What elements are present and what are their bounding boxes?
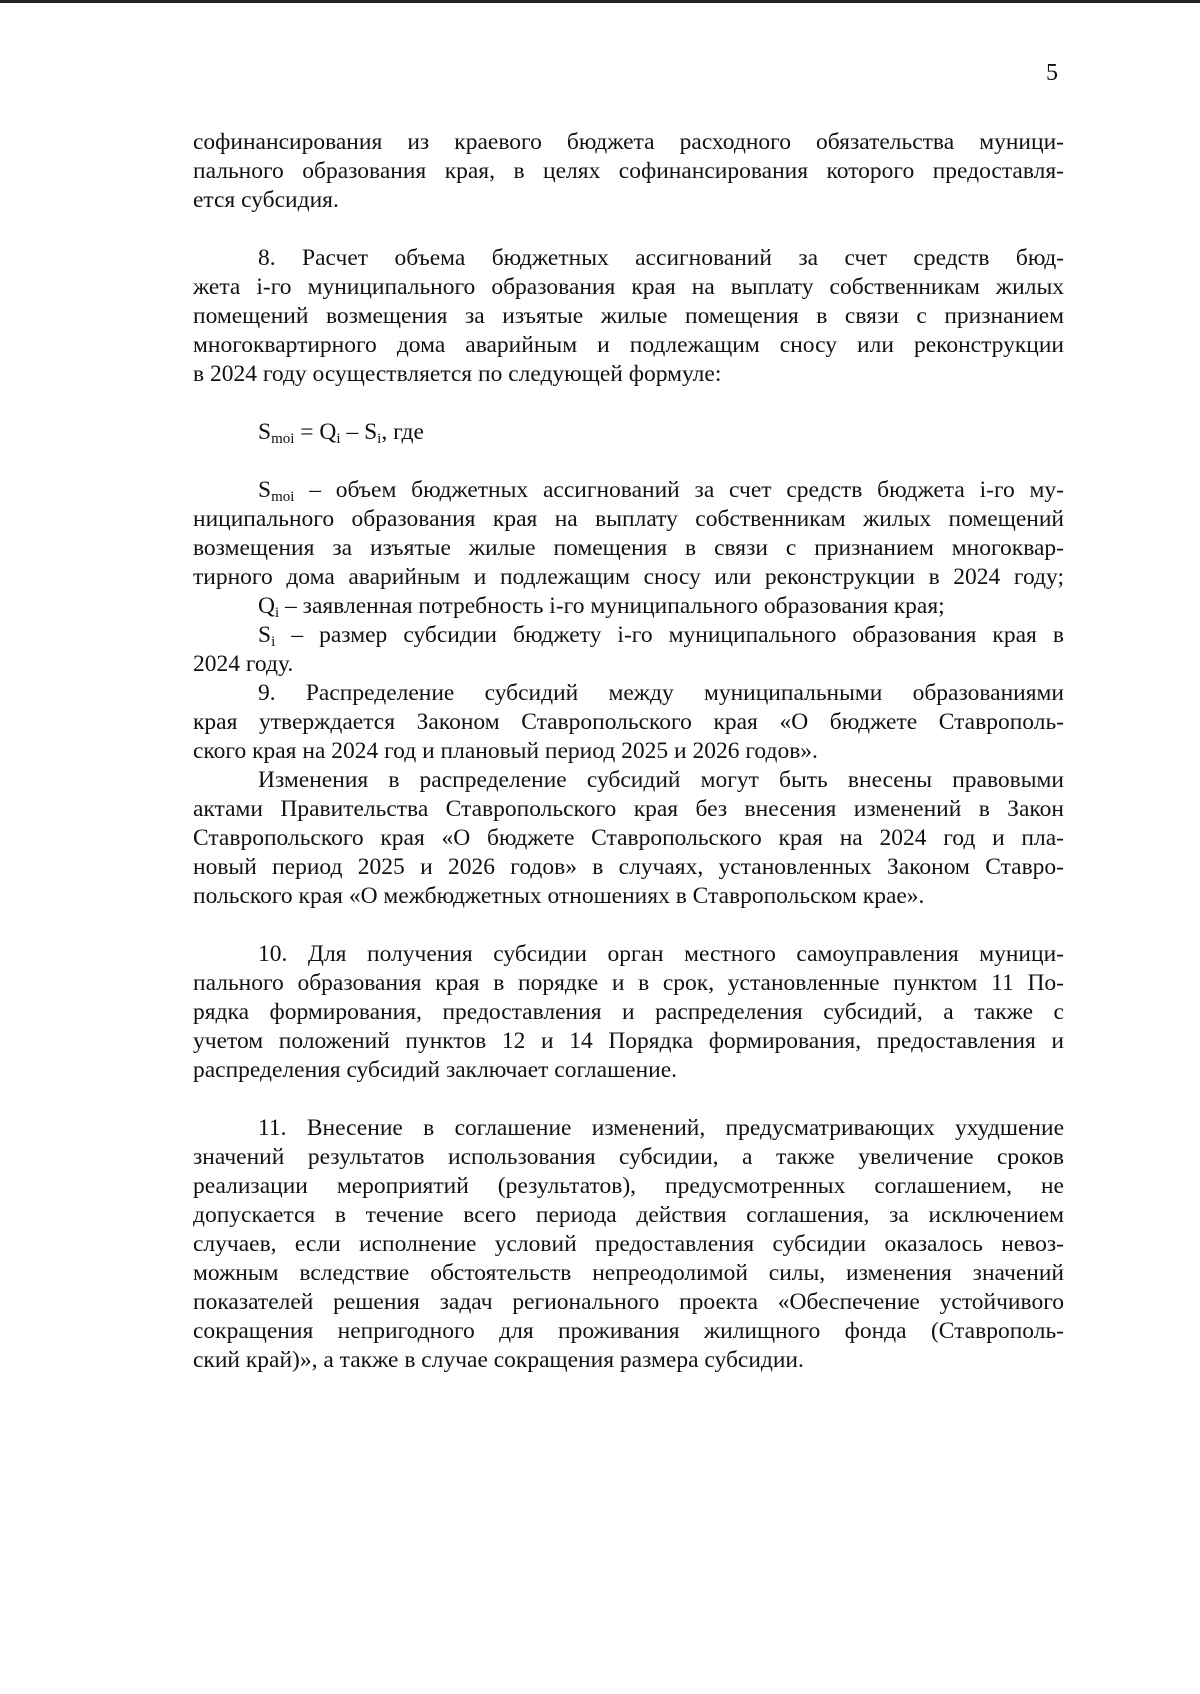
- text-segment: учетом положений пунктов 12 и 14 Порядка формирования, предоставления и: [193, 1028, 1064, 1054]
- text-line: [193, 331, 1064, 360]
- text-line: [193, 592, 1064, 621]
- text-line: [193, 244, 1064, 273]
- paragraph: [193, 766, 1064, 911]
- text-line: [193, 1288, 1064, 1317]
- text-segment: значений результатов использования субсидии, а также увеличение сроков: [193, 1144, 1064, 1170]
- subscript: moi: [271, 431, 295, 447]
- text-segment: Ставропольского края «О бюджете Ставропольского края на 2024 год и пла-: [193, 825, 1064, 851]
- text-line: [193, 621, 1064, 650]
- text-line: [193, 1317, 1064, 1346]
- text-segment: многоквартирного дома аварийным и подлежащим сносу или реконструкции: [193, 332, 1064, 358]
- text-line: [193, 1201, 1064, 1230]
- text-segment: в 2024 году осуществляется по следующей формуле:: [193, 361, 722, 387]
- paragraph: [193, 418, 1064, 447]
- paragraph: [193, 128, 1064, 215]
- text-segment: S: [258, 419, 272, 445]
- text-line: [193, 650, 1064, 679]
- text-segment: софинансирования из краевого бюджета расходного обязательства муници-: [193, 129, 1064, 155]
- paragraph: [193, 244, 1064, 389]
- text-segment: Изменения в распределение субсидий могут быть внесены правовыми: [258, 767, 1064, 793]
- text-line: [193, 940, 1064, 969]
- paragraph: [193, 679, 1064, 766]
- text-line: [193, 853, 1064, 882]
- text-line: [193, 534, 1064, 563]
- text-segment: ского края на 2024 год и плановый период 2025 и 2026 годов».: [193, 738, 818, 764]
- text-segment: показателей решения задач регионального проекта «Обеспечение устойчивого: [193, 1289, 1064, 1315]
- text-segment: жета i-го муниципального образования края на выплату собственникам жилых: [193, 274, 1064, 300]
- text-segment: сокращения непригодного для проживания жилищного фонда (Ставрополь-: [193, 1318, 1064, 1344]
- text-segment: случаев, если исполнение условий предоставления субсидии оказалось невоз-: [193, 1231, 1064, 1257]
- text-segment: – S: [340, 419, 378, 445]
- text-segment: ется субсидия.: [193, 187, 339, 213]
- text-line: [193, 186, 1064, 215]
- text-segment: , где: [381, 419, 424, 445]
- text-line: [193, 998, 1064, 1027]
- text-line: [193, 766, 1064, 795]
- subscript: i: [274, 605, 280, 621]
- text-line: [193, 302, 1064, 331]
- text-segment: – заявленная потребность i-го муниципального образования края;: [279, 593, 945, 619]
- text-line: [193, 157, 1064, 186]
- text-segment: 11. Внесение в соглашение изменений, предусматривающих ухудшение: [258, 1115, 1064, 1141]
- text-segment: – размер субсидии бюджету i-го муниципального образования края в: [275, 622, 1064, 648]
- text-line: [193, 824, 1064, 853]
- text-line: [193, 795, 1064, 824]
- text-line: [193, 1172, 1064, 1201]
- text-line: [193, 737, 1064, 766]
- text-line: [193, 128, 1064, 157]
- text-line: [193, 273, 1064, 302]
- text-line: [193, 1143, 1064, 1172]
- text-segment: Q: [258, 593, 275, 619]
- text-line: [193, 1230, 1064, 1259]
- text-segment: новый период 2025 и 2026 годов» в случаях, установленных Законом Ставро-: [193, 854, 1064, 880]
- text-line: [193, 476, 1064, 505]
- text-segment: можным вследствие обстоятельств непреодолимой силы, изменения значений: [193, 1260, 1064, 1286]
- subscript: i: [336, 431, 341, 447]
- text-segment: 2024 году.: [193, 651, 294, 677]
- subscript: i: [271, 634, 276, 650]
- subscript: moi: [271, 489, 295, 505]
- text-segment: S: [258, 477, 272, 503]
- text-segment: 9. Распределение субсидий между муниципальными образованиями: [258, 680, 1064, 706]
- text-line: [193, 360, 1064, 389]
- text-segment: 8. Расчет объема бюджетных ассигнований за счет средств бюд-: [258, 245, 1064, 271]
- text-segment: допускается в течение всего периода действия соглашения, за исключением: [193, 1202, 1064, 1228]
- text-segment: рядка формирования, предоставления и распределения субсидий, а также с: [193, 999, 1064, 1025]
- paragraph: [193, 476, 1064, 679]
- text-line: [193, 1346, 1064, 1375]
- text-segment: актами Правительства Ставропольского края без внесения изменений в Закон: [193, 796, 1064, 822]
- text-line: [193, 1027, 1064, 1056]
- text-segment: S: [258, 622, 272, 648]
- text-segment: тирного дома аварийным и подлежащим сносу или реконструкции в 2024 году;: [193, 564, 1064, 590]
- text-line: [193, 1114, 1064, 1143]
- text-line: [193, 882, 1064, 911]
- text-segment: возмещения за изъятые жилые помещения в связи с признанием многоквар-: [193, 535, 1064, 561]
- page-number: 5: [1046, 60, 1058, 86]
- text-segment: ский край)», а также в случае сокращения размера субсидии.: [193, 1347, 804, 1373]
- text-segment: ниципального образования края на выплату собственникам жилых помещений: [193, 506, 1064, 532]
- document-body: [193, 128, 1064, 1404]
- page-top-border: [0, 0, 1200, 3]
- text-line: [193, 679, 1064, 708]
- text-line: [193, 1056, 1064, 1085]
- text-segment: реализации мероприятий (результатов), предусмотренных соглашением, не: [193, 1173, 1064, 1199]
- paragraph: [193, 940, 1064, 1085]
- text-segment: пального образования края, в целях софинансирования которого предоставля-: [193, 158, 1064, 184]
- text-line: [193, 505, 1064, 534]
- text-segment: края утверждается Законом Ставропольского края «О бюджете Ставрополь-: [193, 709, 1064, 735]
- paragraph: [193, 1114, 1064, 1375]
- text-line: [193, 418, 1064, 447]
- text-line: [193, 969, 1064, 998]
- text-segment: помещений возмещения за изъятые жилые помещения в связи с признанием: [193, 303, 1064, 329]
- text-segment: = Q: [294, 419, 337, 445]
- text-segment: польского края «О межбюджетных отношениях в Ставропольском крае».: [193, 883, 925, 909]
- text-line: [193, 708, 1064, 737]
- text-segment: пального образования края в порядке и в срок, установленные пунктом 11 По-: [193, 970, 1064, 996]
- text-segment: распределения субсидий заключает соглашение.: [193, 1057, 678, 1083]
- text-line: [193, 563, 1064, 592]
- text-line: [193, 1259, 1064, 1288]
- text-segment: – объем бюджетных ассигнований за счет средств бюджета i-го му-: [294, 477, 1064, 503]
- text-segment: 10. Для получения субсидии орган местного самоуправления муници-: [258, 941, 1064, 967]
- subscript: i: [377, 431, 382, 447]
